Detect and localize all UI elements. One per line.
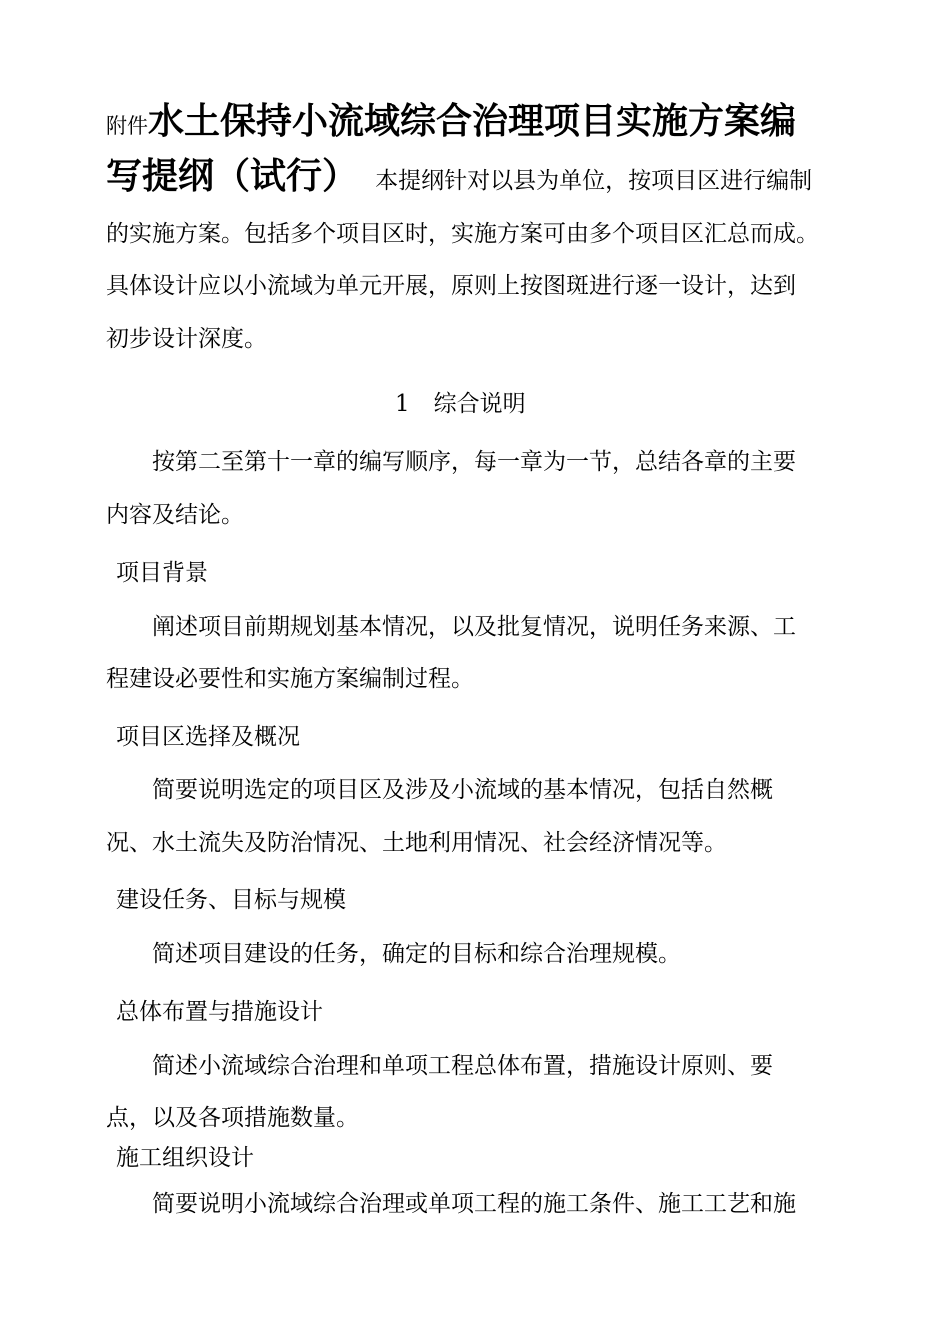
chapter-number: 1 xyxy=(395,391,410,417)
section-tasks-line-1: 简述项目建设的任务，确定的目标和综合治理规模。 xyxy=(152,941,681,967)
section-area-line-1: 简要说明选定的项目区及涉及小流域的基本情况，包括自然概 xyxy=(152,777,773,803)
section-layout-line-2: 点，以及各项措施数量。 xyxy=(106,1105,359,1131)
section-heading-area-selection: 项目区选择及概况 xyxy=(116,724,300,750)
intro-line-2: 的实施方案。包括多个项目区时，实施方案可由多个项目区汇总而成。 xyxy=(106,221,819,247)
section-construction-line-1: 简要说明小流域综合治理或单项工程的施工条件、施工工艺和施 xyxy=(152,1191,796,1217)
section-heading-construction: 施工组织设计 xyxy=(116,1145,254,1171)
section-layout-line-1: 简述小流域综合治理和单项工程总体布置，措施设计原则、要 xyxy=(152,1053,773,1079)
document-title-part-2: 写提纲（试行） xyxy=(106,156,359,197)
section-heading-layout: 总体布置与措施设计 xyxy=(116,999,323,1025)
intro-line-3: 具体设计应以小流域为单元开展，原则上按图斑进行逐一设计，达到 xyxy=(106,273,796,299)
section-background-line-2: 程建设必要性和实施方案编制过程。 xyxy=(106,666,474,692)
chapter-intro-line-2: 内容及结论。 xyxy=(106,502,244,528)
title-line-1 xyxy=(106,100,796,150)
intro-line-4: 初步设计深度。 xyxy=(106,326,267,352)
intro-line-1: 本提纲针对以县为单位，按项目区进行编制 xyxy=(375,168,813,194)
chapter-title: 综合说明 xyxy=(433,391,526,417)
section-heading-tasks: 建设任务、目标与规模 xyxy=(116,887,346,913)
chapter-intro-line-1: 按第二至第十一章的编写顺序，每一章为一节，总结各章的主要 xyxy=(152,449,796,475)
section-area-line-2: 况、水土流失及防治情况、土地利用情况、社会经济情况等。 xyxy=(106,830,727,856)
chapter-heading xyxy=(395,389,526,419)
document-title-part-1: 水土保持小流域综合治理项目实施方案编 xyxy=(148,101,797,142)
title-line-2 xyxy=(106,155,812,205)
section-heading-background: 项目背景 xyxy=(116,560,208,586)
attachment-prefix: 附件 xyxy=(106,114,148,138)
section-background-line-1: 阐述项目前期规划基本情况，以及批复情况，说明任务来源、工 xyxy=(152,614,796,640)
